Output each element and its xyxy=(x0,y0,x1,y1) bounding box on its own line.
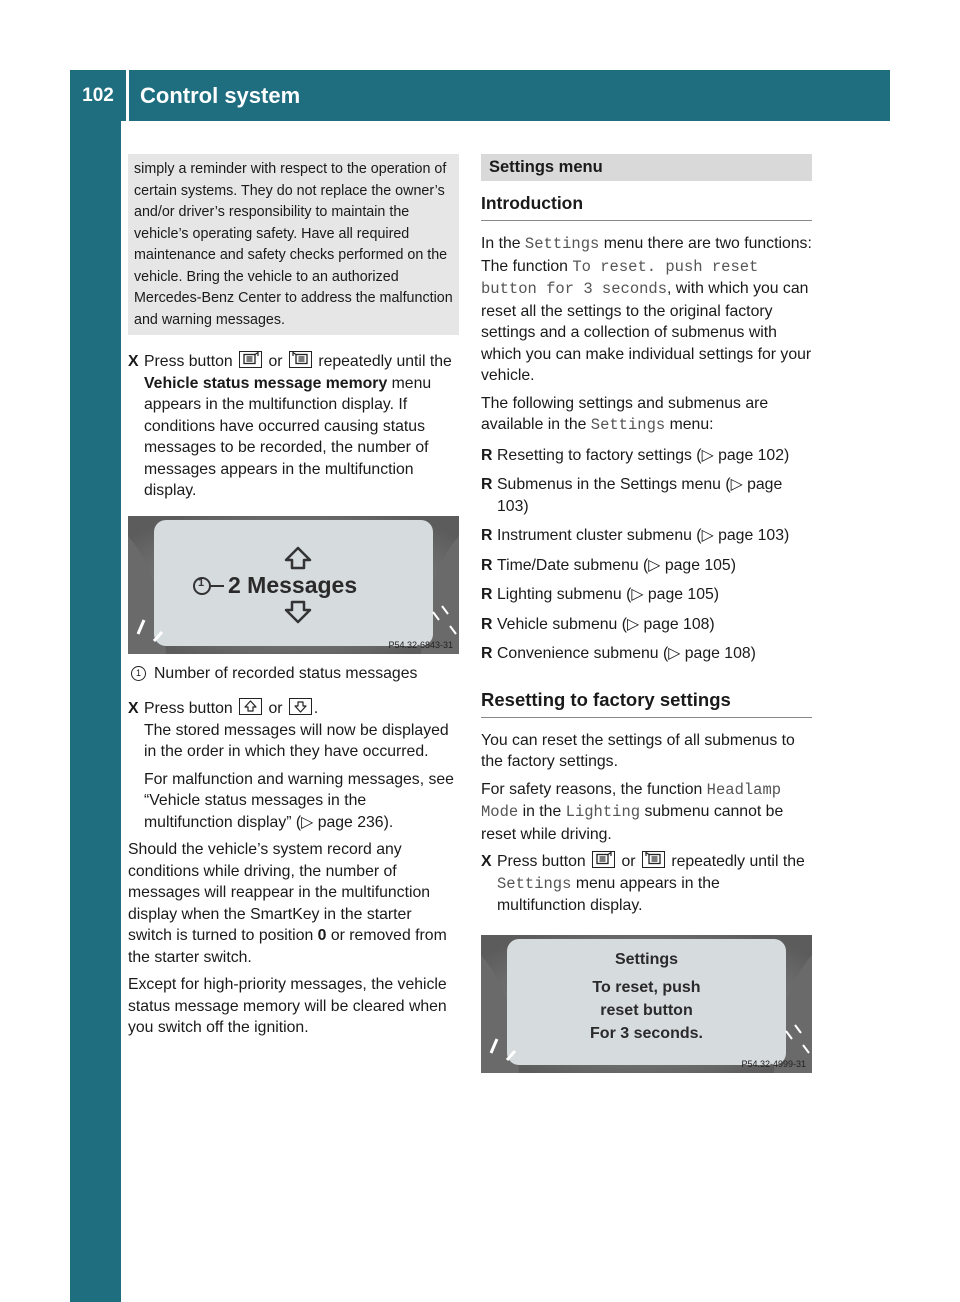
figure-reference-code: P54.32-4999-31 xyxy=(741,1058,806,1069)
settings-display-photo xyxy=(481,935,812,1073)
display-line: For 3 seconds. xyxy=(590,1024,703,1042)
list-item-text: Time/Date submenu (▷ page 105) xyxy=(497,556,736,574)
switch-position: 0 xyxy=(317,927,327,944)
display-line: reset button xyxy=(600,1001,693,1019)
callout-marker: 1 xyxy=(198,576,205,589)
instruction-text: Press button xyxy=(144,353,233,370)
instruction-text: Press button xyxy=(144,700,233,717)
display-term: Settings xyxy=(524,235,600,253)
display-term: Lighting xyxy=(565,803,641,821)
subsection-title: Introduction xyxy=(481,193,812,221)
instruction-text: . xyxy=(313,700,319,717)
display-term: Headlamp Mode xyxy=(481,780,782,821)
intro-paragraph xyxy=(481,233,812,387)
menu-forward-button-icon xyxy=(289,351,312,368)
chapter-title: Control system xyxy=(140,83,301,108)
step-marker: X xyxy=(128,353,139,370)
menu-back-button-icon xyxy=(592,851,615,868)
display-term: To reset. push reset button for 3 seconds xyxy=(481,257,759,298)
availability-paragraph xyxy=(481,393,812,437)
menu-back-button-icon xyxy=(239,351,262,368)
instruction-text: or xyxy=(268,353,283,370)
instruction-text: or xyxy=(268,700,283,717)
instruction-step xyxy=(481,851,812,917)
instruction-step xyxy=(128,351,459,502)
display-term: Settings xyxy=(590,416,666,434)
paragraph-text: The following settings and submenus are available in the xyxy=(481,394,769,433)
list-item-text: Lighting submenu (▷ page 105) xyxy=(497,586,720,603)
instruction-text: menu appears in the multifunction display. xyxy=(497,874,720,914)
side-tab xyxy=(70,121,121,1302)
instruction-text: or xyxy=(621,853,636,870)
note-box: simply a reminder with respect to the operation of certain systems. They do not replace the owner’s and/or driver’s responsibility to maintain the vehicle’s operating safety. Have all required maintenance and safety checks performed on the vehicle. Bring the vehicle to an authorized Mercedes-Benz Center to address the malfunction and warning messages. xyxy=(128,154,459,335)
multifunction-display-photo xyxy=(128,516,459,654)
paragraph-text: In the xyxy=(481,235,521,252)
header-divider xyxy=(126,70,129,121)
scroll-down-button-icon xyxy=(289,698,312,715)
list-item-text: Vehicle submenu (▷ page 108) xyxy=(497,615,715,633)
list-item: R Time/Date submenu (▷ page 105) xyxy=(481,556,736,574)
instruction-note: For malfunction and warning messages, see “Vehicle status messages in the multifunction display” (▷ page 236). xyxy=(144,770,454,831)
scroll-up-button-icon xyxy=(239,698,262,715)
menu-forward-button-icon xyxy=(642,851,665,868)
instruction-text: menu appears in the multifunction display. If conditions have occurred causing status messages to be recorded, the number of messages appears in the multifunction display. xyxy=(144,374,432,499)
display-term: Settings xyxy=(497,874,572,893)
paragraph-text: menu: xyxy=(669,416,714,433)
subsection-title: Resetting to factory settings xyxy=(481,689,812,718)
list-item: R Vehicle submenu (▷ page 108) xyxy=(481,615,715,633)
instruction-text: repeatedly until the xyxy=(671,853,805,870)
list-item: R Resetting to factory settings (▷ page 102) xyxy=(481,446,790,464)
step-marker: X xyxy=(128,700,139,717)
display-message: 2 Messages xyxy=(228,571,358,598)
list-item: R Instrument cluster submenu (▷ page 103) xyxy=(481,527,790,544)
left-column xyxy=(128,154,459,1039)
page-number: 102 xyxy=(82,85,114,106)
list-item-text: Resetting to factory settings (▷ page 102) xyxy=(497,446,790,464)
paragraph-text: menu there are two functions: The function xyxy=(481,235,812,275)
paragraph-text: submenu cannot be reset while driving. xyxy=(481,803,784,843)
list-item-text: Convenience submenu (▷ page 108) xyxy=(497,645,756,662)
display-line: To reset, push xyxy=(592,978,701,996)
body-paragraph: You can reset the settings of all submenus to the factory settings. xyxy=(481,731,795,770)
paragraph-text: or removed from the starter switch. xyxy=(128,927,447,966)
body-paragraph: Except for high-priority messages, the vehicle status message memory will be cleared when you switch off the ignition. xyxy=(128,976,447,1036)
caption-text: Number of recorded status messages xyxy=(154,664,418,682)
list-item: R Submenus in the Settings menu (▷ page 103) xyxy=(481,476,783,515)
step-marker: X xyxy=(481,853,492,870)
list-item: R Lighting submenu (▷ page 105) xyxy=(481,586,720,603)
section-title: Settings menu xyxy=(481,154,812,181)
side-label: Controls in detail xyxy=(95,121,118,293)
list-item-text: Instrument cluster submenu (▷ page 103) xyxy=(497,527,790,544)
paragraph-text: For safety reasons, the function xyxy=(481,780,703,798)
instruction-text: repeatedly until the xyxy=(318,353,452,370)
submenu-list xyxy=(481,445,812,665)
callout-number: 1 xyxy=(131,666,146,681)
list-item-text: Submenus in the Settings menu (▷ page 103) xyxy=(497,476,783,515)
body-paragraph xyxy=(128,839,459,968)
figure-caption xyxy=(128,663,459,685)
instruction-step xyxy=(128,698,459,833)
right-column xyxy=(481,154,812,1073)
body-paragraph xyxy=(481,779,812,846)
paragraph-text: Should the vehicle’s system record any conditions while driving, the number of messages will reappear in the multifunction display when the SmartKey in the starter switch is turned to position xyxy=(128,841,431,944)
display-title: Settings xyxy=(614,950,679,968)
instruction-result: The stored messages will now be displayed in the order in which they have occurred. xyxy=(144,721,449,760)
figure-reference-code: P54.32-6843-31 xyxy=(388,639,453,650)
instruction-text: Press button xyxy=(497,853,586,870)
paragraph-text: , with which you can reset all the settings to the original factory settings and a collection of submenus with which you can make individual settings for your vehicle. xyxy=(481,280,812,384)
list-item: R Convenience submenu (▷ page 108) xyxy=(481,645,756,662)
paragraph-text: in the xyxy=(522,803,562,820)
menu-name: Vehicle status message memory xyxy=(144,374,388,392)
